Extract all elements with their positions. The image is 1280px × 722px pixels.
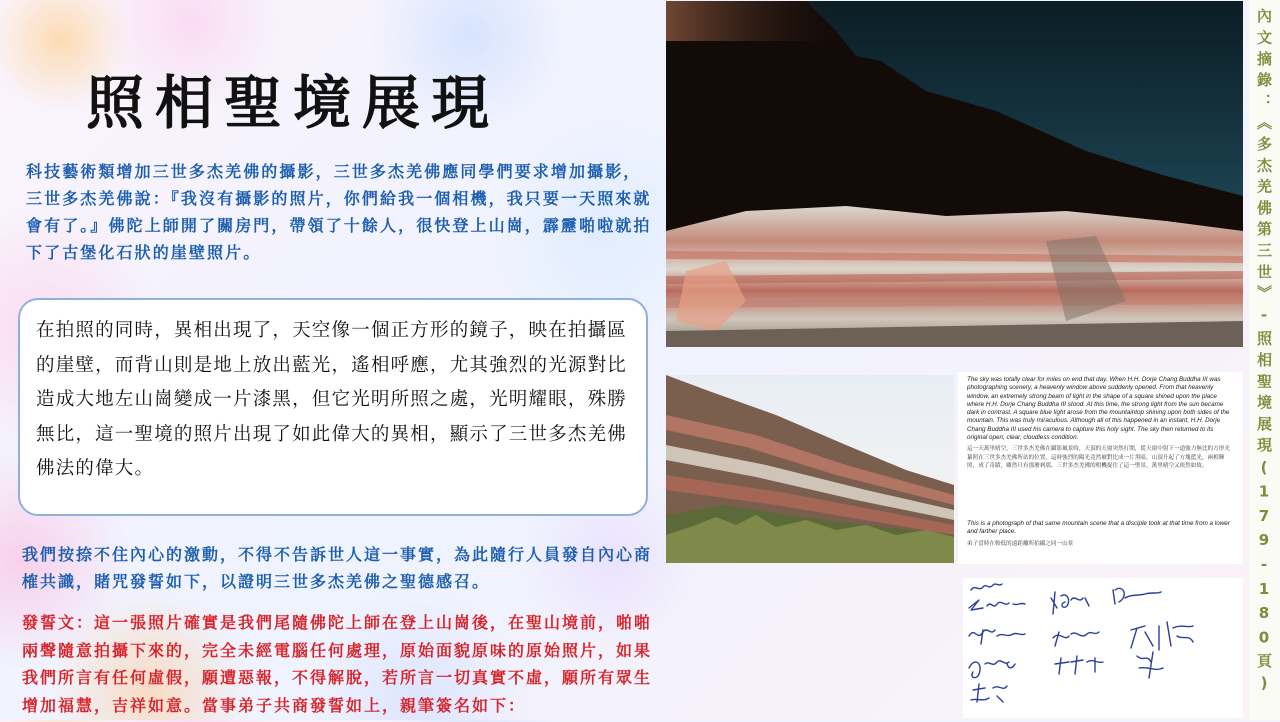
callout-text: 在拍照的同時，異相出現了，天空像一個正方形的鏡子，映在拍攝區的崖壁，而背山則是地上放出藍光，遙相呼應，尤其強烈的光源對比造成大地左山崗變成一片漆黑，但它光明所照之處，光明耀眼，殊勝無比，這一聖境的照片出現了如此偉大的異相，顯示了三世多杰羌佛佛法的偉大。: [36, 320, 628, 479]
intro-paragraph: 科技藝術類增加三世多杰羌佛的攝影，三世多杰羌佛應同學們要求增加攝影，三世多杰羌佛說：『我沒有攝影的照片，你們給我一個相機，我只要一天照來就會有了。』佛陀上師開了關房門，帶領了十餘人，很快登上山崗，霹靂啪啦就拍下了古堡化石狀的崖壁照片。: [26, 162, 652, 262]
oath-paragraph: 發誓文：這一張照片確實是我們尾隨佛陀上師在登上山崗後，在聖山境前，啪啪兩聲隨意拍攝下來的，完全未經電腦任何處理，原始面貌原味的原始照片，如果我們所言有任何虛假，願遭惡報，不得解脫，若所言一切真實不虛，願所有眾生增加福慧，吉祥如意。當事弟子共商發誓如上，親筆簽名如下：: [22, 613, 653, 715]
second-paragraph: 我們按捺不住內心的激動，不得不告訴世人這一事實，為此隨行人員發自內心商榷共識，賭咒發誓如下，以證明三世多杰羌佛之聖德感召。: [22, 545, 653, 591]
caption-english-second: This is a photograph of that same mountain scene that a disciple took at that time from a lower and farther place.: [967, 519, 1230, 536]
main-cliff-photo: [666, 1, 1243, 347]
photo-caption-box: [958, 372, 1243, 564]
callout-box: [18, 298, 648, 516]
citation-text: 內文摘錄：《多杰羌佛第三世》-照相聖境展現(179-180頁): [1255, 8, 1273, 699]
caption-english-main: The sky was totally clear for miles on end that day. When H.H. Dorje Chang Buddha III was photographing scenery, a heavenly window above suddenly opened. From that heavenly window, an extremely strong beam of light in the shape of a square shined upon the place where H.H. Dorje Chang Buddha III stood. At this time, the strong light from the sun became dark in contrast. A square blue light arose from the mountaintop shining upon both sides of the mountain. This was truly miraculous. Although all of this happened in an instant, H.H. Dorje Chang Buddha III used his camera to capture this holy sight. The sky then returned to its original open, clear, cloudless condition.: [967, 376, 1230, 442]
caption-chinese-second: 弟子當時在較低的遠距離所拍攝之同一山景: [967, 540, 1074, 547]
handwritten-signatures: [963, 578, 1243, 718]
distant-cliff-photo: [666, 375, 954, 563]
page-title: 照相聖境展現: [86, 69, 501, 137]
caption-chinese-main: 這一天萬里晴空，三世多杰羌佛在攝影風景時，天頂的天窗突然打開，從天窗中射下一道強力無比的方形光纂照在三世多杰羌佛所站的位置，這時強烈的陽光竟然被對比成一片黑暗，山頂升起了方塊藍光，兩相輝照，成了奇蹟，雖然只有那麼剎那，三世多杰羌佛的相機捉住了這一聖景，萬里晴空又依然如故。: [967, 446, 1230, 469]
